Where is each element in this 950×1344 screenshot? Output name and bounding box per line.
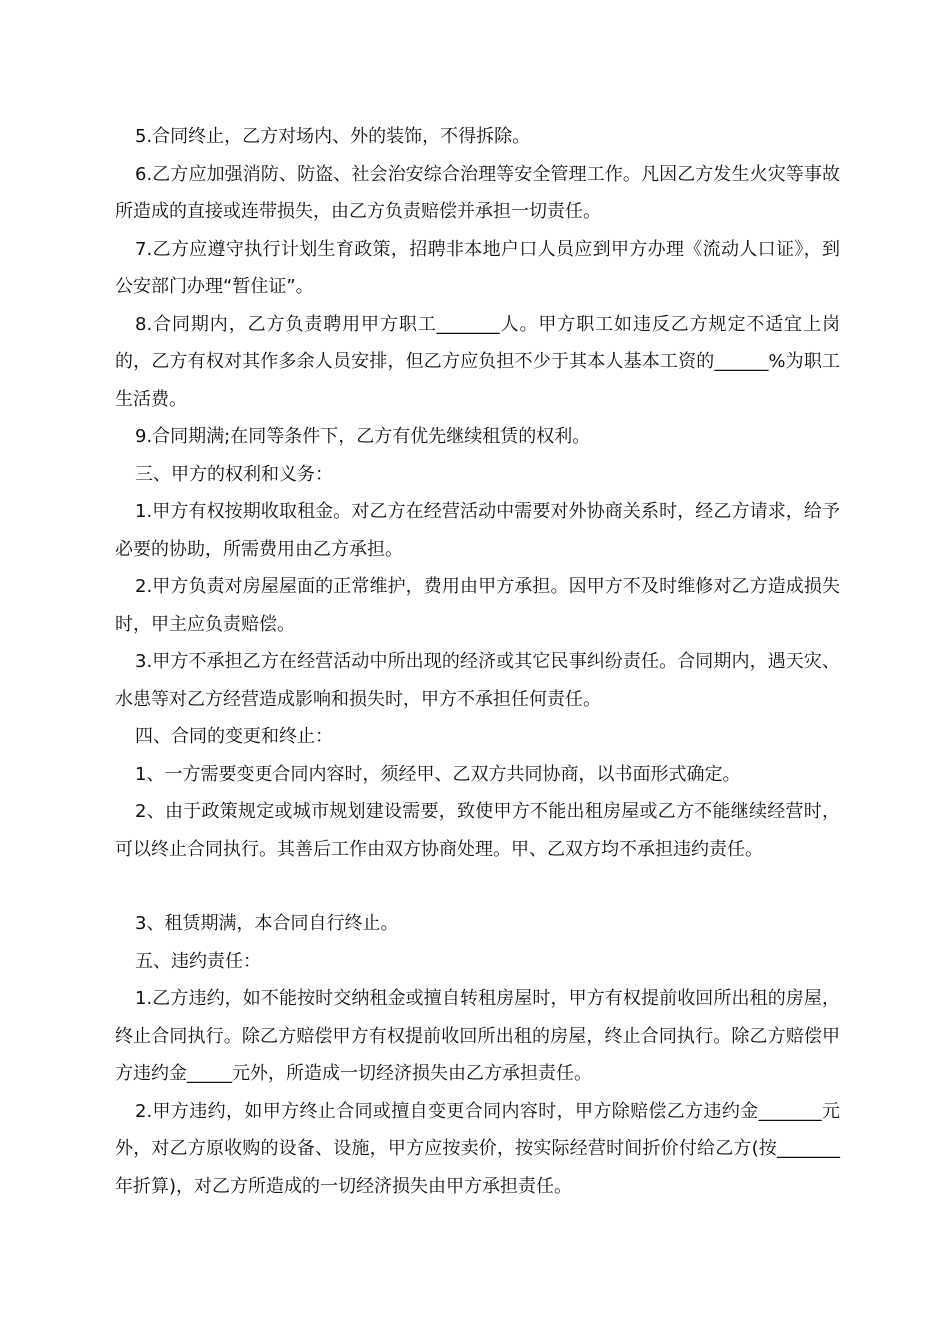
paragraph-clause-8: 8.合同期内，乙方负责聘用甲方职工_______人。甲方职工如违反乙方规定不适宜上岗的，乙方有权对其作多余人员安排，但乙方应负担不少于其本人基本工资的______%为职工生活费。 [115, 313, 840, 410]
paragraph-breach-2: 2.甲方违约，如甲方终止合同或擅自变更合同内容时，甲方除赔偿乙方违约金_______元外，对乙方原收购的设备、设施，甲方应按卖价，按实际经营时间折价付给乙方(按_______年折算)，对乙方所造成的一切经济损失由甲方承担责任。 [115, 1100, 840, 1197]
paragraph-change-1: 1、一方需要变更合同内容时，须经甲、乙双方共同协商，以书面形式确定。 [135, 763, 741, 785]
section-heading-4: 四、合同的变更和终止： [135, 726, 333, 747]
paragraph-clause-9: 9.合同期满;在同等条件下，乙方有优先继续租赁的权利。 [135, 426, 591, 447]
paragraph-clause-7: 7.乙方应遵守执行计划生育政策，招聘非本地户口人员应到甲方办理《流动人口证》，到公安部门办理“暂住证”。 [115, 238, 840, 297]
paragraph-change-3: 3、租赁期满，本合同自行终止。 [135, 913, 399, 934]
paragraph-party-a-3: 3.甲方不承担乙方在经营活动中所出现的经济或其它民事纠纷责任。合同期内，遇天灾、水患等对乙方经营造成影响和损失时，甲方不承担任何责任。 [115, 651, 840, 710]
paragraph-party-a-2: 2.甲方负责对房屋屋面的正常维护，费用由甲方承担。因甲方不及时维修对乙方造成损失时，甲主应负责赔偿。 [115, 576, 840, 635]
section-heading-5: 五、违约责任： [135, 950, 261, 972]
blank-line [115, 868, 840, 905]
paragraph-clause-5: 5.合同终止，乙方对场内、外的装饰，不得拆除。 [135, 126, 531, 147]
document-body [115, 118, 840, 1205]
paragraph-party-a-1: 1.甲方有权按期收取租金。对乙方在经营活动中需要对外协商关系时，经乙方请求，给予必要的协助，所需费用由乙方承担。 [115, 501, 840, 560]
paragraph-clause-6: 6.乙方应加强消防、防盗、社会治安综合治理等安全管理工作。凡因乙方发生火灾等事故所造成的直接或连带损失，由乙方负责赔偿并承担一切责任。 [115, 163, 840, 222]
section-heading-3: 三、甲方的权利和义务： [135, 463, 333, 485]
paragraph-breach-1: 1.乙方违约，如不能按时交纳租金或擅自转租房屋时，甲方有权提前收回所出租的房屋，终止合同执行。除乙方赔偿甲方有权提前收回所出租的房屋，终止合同执行。除乙方赔偿甲方违约金_____元外，所造成一切经济损失由乙方承担责任。 [115, 988, 840, 1084]
paragraph-change-2: 2、由于政策规定或城市规划建设需要，致使甲方不能出租房屋或乙方不能继续经营时，可以终止合同执行。其善后工作由双方协商处理。甲、乙双方均不承担违约责任。 [115, 801, 840, 860]
